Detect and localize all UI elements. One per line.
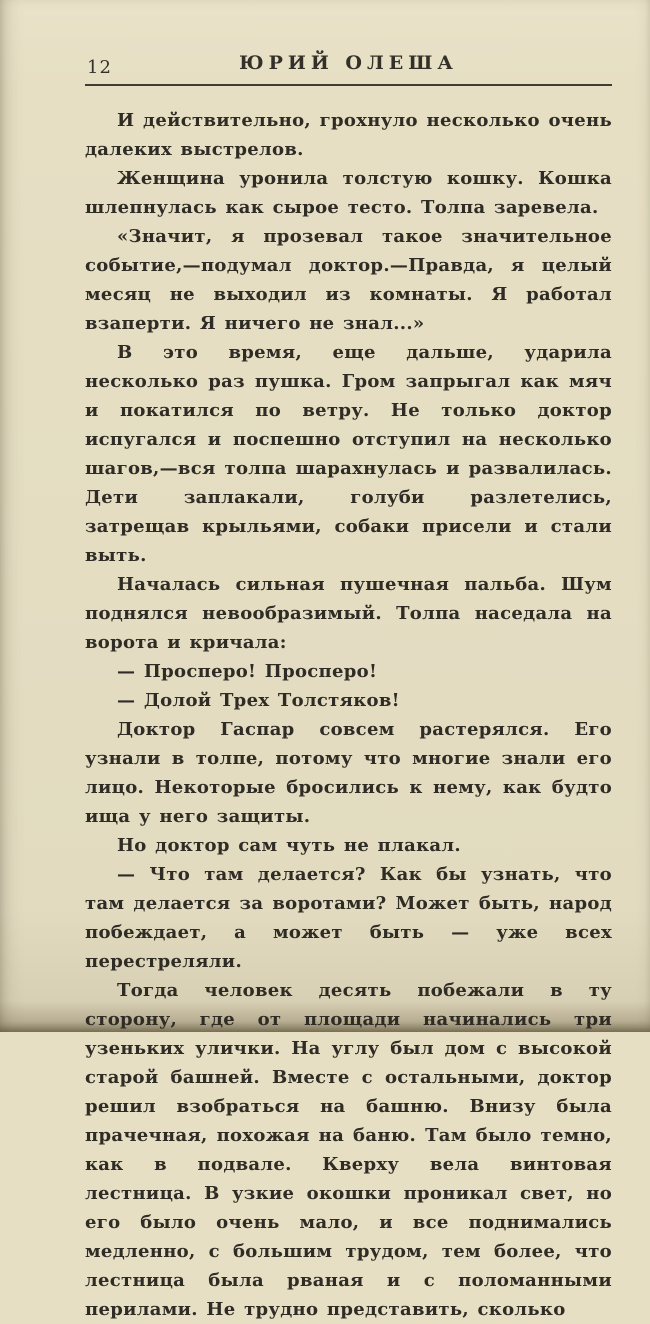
paragraph: Тогда человек десять побежали в ту сторону, где от площади начинались три узеньких улички. На углу был дом с высокой старой башней. Вместе с остальными, доктор решил взобраться на башню. Внизу была прачечная, похожая на баню. Там было темно, как в подвале. Кверху вела винтовая лестница. В узкие окошки проникал свет, но его было очень мало, и все поднимались медленно, с большим трудом, тем более, что лестница была рваная и с поломанными перилами. Не трудно представить, сколько (85, 980, 612, 1320)
paragraph: Доктор Гаспар совсем растерялся. Его узнали в толпе, потому что многие знали его лицо. Некоторые бросились к нему, как будто ища у него защиты. (85, 719, 612, 827)
paragraph: Женщина уронила толстую кошку. Кошка шлепнулась как сырое тесто. Толпа заревела. (85, 168, 612, 218)
page-number: 12 (87, 57, 112, 78)
paragraph: В это время, еще дальше, ударила несколько раз пушка. Гром запрыгал как мяч и покатился по ветру. Не только доктор испугался и поспешно отступил на несколько шагов,—вся толпа шарахнулась и развалилась. Дети заплакали, голуби разлетелись, затрещав крыльями, собаки присели и стали выть. (85, 342, 612, 566)
page-header (85, 0, 612, 78)
paragraph-dialogue: — Долой Трех Толстяков! (117, 690, 400, 711)
paragraph: И действительно, грохнуло несколько очень далеких выстрелов. (85, 110, 612, 160)
paragraph: «Значит, я прозевал такое значительное событие,—подумал доктор.—Правда, я целый месяц не выходил из комнаты. Я работал взаперти. Я ничего не знал...» (85, 226, 612, 334)
header-rule (85, 84, 612, 86)
paragraph-dialogue: — Что там делается? Как бы узнать, что там делается за воротами? Может быть, народ побеждает, а может быть — уже всех перестреляли. (85, 864, 612, 972)
paragraph: Началась сильная пушечная пальба. Шум поднялся невообразимый. Толпа наседала на ворота и кричала: (85, 574, 612, 653)
text-block (85, 106, 612, 1324)
running-title: ЮРИЙ ОЛЕША (239, 52, 458, 74)
paragraph-dialogue: — Просперо! Просперо! (117, 661, 378, 682)
paragraph: Но доктор сам чуть не плакал. (117, 835, 461, 856)
